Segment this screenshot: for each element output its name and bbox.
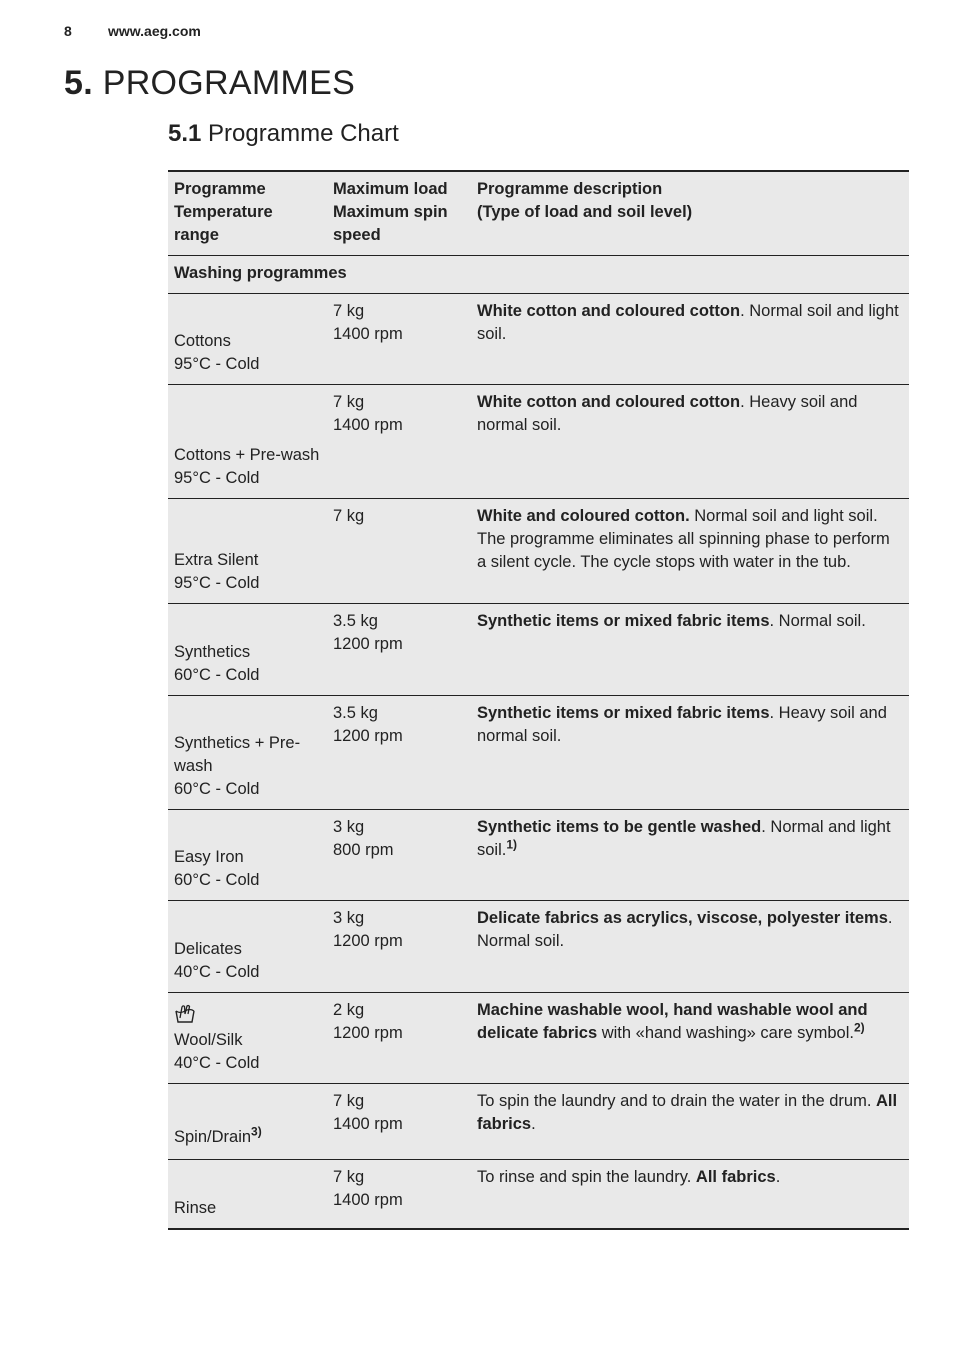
description-cell xyxy=(471,901,909,993)
programme-name: Extra Silent xyxy=(174,551,259,569)
table-row xyxy=(168,294,909,385)
description-cell xyxy=(471,1084,909,1160)
max-load: 7 kg xyxy=(333,393,365,411)
section-title: PROGRAMMES xyxy=(102,64,356,102)
subsection-title: Programme Chart xyxy=(208,120,399,147)
section-heading xyxy=(64,64,355,103)
load-cell xyxy=(327,901,471,993)
footnote-ref: 1) xyxy=(506,837,518,852)
programme-temp: 60°C - Cold xyxy=(174,780,260,798)
programme-cell xyxy=(168,499,327,604)
header-programme: Programme Temperature range xyxy=(174,180,273,244)
page-number: 8 xyxy=(64,23,72,39)
load-cell xyxy=(327,696,471,810)
programme-cell xyxy=(168,810,327,901)
description-cell xyxy=(471,294,909,385)
programme-name: Cottons xyxy=(174,332,231,350)
programme-cell xyxy=(168,604,327,696)
programme-cell xyxy=(168,696,327,810)
max-load: 3.5 kg xyxy=(333,704,378,722)
header-description: Programme description (Type of load and soil level) xyxy=(477,180,693,221)
description-text: . Normal soil. xyxy=(769,612,866,630)
programme-name: Delicates xyxy=(174,940,242,958)
programme-name: Synthetics xyxy=(174,643,251,661)
max-spin: 1200 rpm xyxy=(333,1024,403,1042)
description-text: . Heavy soil and normal soil. xyxy=(477,704,887,745)
programme-cell xyxy=(168,1160,327,1229)
footnote-ref: 3) xyxy=(251,1124,262,1139)
load-cell xyxy=(327,810,471,901)
programme-temp: 95°C - Cold xyxy=(174,469,260,487)
table-row xyxy=(168,499,909,604)
description-bold: Synthetic items or mixed fabric items xyxy=(477,704,770,722)
description-cell xyxy=(471,810,909,901)
max-spin: 1400 rpm xyxy=(333,416,403,434)
description-cell xyxy=(471,1160,909,1229)
description-cell xyxy=(471,604,909,696)
max-load: 3 kg xyxy=(333,909,365,927)
description-bold: All fabrics xyxy=(477,1092,898,1133)
load-cell xyxy=(327,1084,471,1160)
description-bold: White cotton and coloured cotton xyxy=(477,302,741,320)
subsection-heading xyxy=(168,120,399,148)
max-load: 3 kg xyxy=(333,818,365,836)
description-bold: Synthetic items or mixed fabric items xyxy=(477,612,770,630)
description-text: . Normal soil and light soil. xyxy=(477,302,899,343)
programme-name: Rinse xyxy=(174,1198,217,1217)
header-load: Maximum load Maximum spin speed xyxy=(333,180,448,244)
description-cell xyxy=(471,993,909,1084)
max-spin: 800 rpm xyxy=(333,841,394,859)
programme-temp: 40°C - Cold xyxy=(174,1054,260,1072)
programme-cell xyxy=(168,993,327,1084)
programme-temp: 95°C - Cold xyxy=(174,574,260,592)
description-end: . xyxy=(775,1168,781,1186)
load-cell xyxy=(327,385,471,499)
programme-name: Wool/Silk xyxy=(174,1031,243,1049)
programme-name: Synthetics + Pre-wash xyxy=(174,734,301,775)
table-row xyxy=(168,901,909,993)
programme-name: Easy Iron xyxy=(174,848,244,866)
table-row xyxy=(168,1084,909,1160)
max-load: 3.5 kg xyxy=(333,612,378,630)
description-cell xyxy=(471,696,909,810)
programme-cell xyxy=(168,1084,327,1160)
page-header xyxy=(64,23,201,39)
table-row xyxy=(168,810,909,901)
description-bold: All fabrics xyxy=(695,1168,776,1186)
section-label: Washing programmes xyxy=(174,264,347,282)
subsection-number: 5.1 xyxy=(168,120,202,147)
table-row xyxy=(168,696,909,810)
programme-temp: 40°C - Cold xyxy=(174,963,260,981)
table-row xyxy=(168,604,909,696)
table-row xyxy=(168,993,909,1084)
max-spin: 1200 rpm xyxy=(333,635,403,653)
description-bold: Delicate fabrics as acrylics, viscose, polyester items xyxy=(477,909,888,927)
description-end: . xyxy=(531,1115,536,1133)
programme-cell xyxy=(168,385,327,499)
description-text: with «hand washing» care symbol. xyxy=(597,1024,854,1042)
section-number: 5. xyxy=(64,64,93,102)
programme-name: Spin/Drain xyxy=(174,1128,252,1146)
description-text: To rinse and spin the laundry. xyxy=(477,1168,696,1186)
description-text: Normal soil and light soil. The programme eliminates all spinning phase to perform a silent cycle. The cycle stops with water in the tub. xyxy=(477,507,890,571)
website-url: www.aeg.com xyxy=(108,23,201,39)
load-cell xyxy=(327,294,471,385)
max-load: 7 kg xyxy=(333,302,365,320)
max-spin: 1400 rpm xyxy=(333,1191,403,1209)
description-cell xyxy=(471,499,909,604)
load-cell xyxy=(327,1160,471,1229)
description-text: To spin the laundry and to drain the water in the drum. xyxy=(477,1092,876,1110)
description-bold: White and coloured cotton. xyxy=(477,507,690,525)
programme-chart-table xyxy=(168,170,909,1230)
hand-wash-icon xyxy=(174,1003,196,1025)
programme-temp: 60°C - Cold xyxy=(174,666,260,684)
max-spin: 1200 rpm xyxy=(333,727,403,745)
description-cell xyxy=(471,385,909,499)
load-cell xyxy=(327,993,471,1084)
description-text: . Heavy soil and normal soil. xyxy=(477,393,858,434)
footnote-ref: 2) xyxy=(853,1020,865,1035)
table-row xyxy=(168,385,909,499)
max-spin: 1200 rpm xyxy=(333,932,403,950)
programme-cell xyxy=(168,294,327,385)
programme-temp: 60°C - Cold xyxy=(174,871,260,889)
load-cell xyxy=(327,499,471,604)
section-row xyxy=(168,256,909,294)
max-spin: 1400 rpm xyxy=(333,1115,403,1133)
max-load: 7 kg xyxy=(333,507,365,525)
programme-temp: 95°C - Cold xyxy=(174,355,260,373)
description-text: . Normal soil. xyxy=(477,909,893,950)
max-spin: 1400 rpm xyxy=(333,325,403,343)
description-bold: White cotton and coloured cotton xyxy=(477,393,741,411)
programme-cell xyxy=(168,901,327,993)
max-load: 7 kg xyxy=(333,1092,365,1110)
load-cell xyxy=(327,604,471,696)
max-load: 7 kg xyxy=(333,1168,365,1186)
max-load: 2 kg xyxy=(333,1001,365,1019)
table-row xyxy=(168,1160,909,1229)
description-bold: Machine washable wool, hand washable wool and delicate fabrics xyxy=(477,1001,868,1042)
description-text: . Normal and light soil. xyxy=(477,818,891,859)
description-bold: Synthetic items to be gentle washed xyxy=(477,818,762,836)
programme-name: Cottons + Pre-wash xyxy=(174,446,320,464)
table-header-row xyxy=(168,171,909,256)
